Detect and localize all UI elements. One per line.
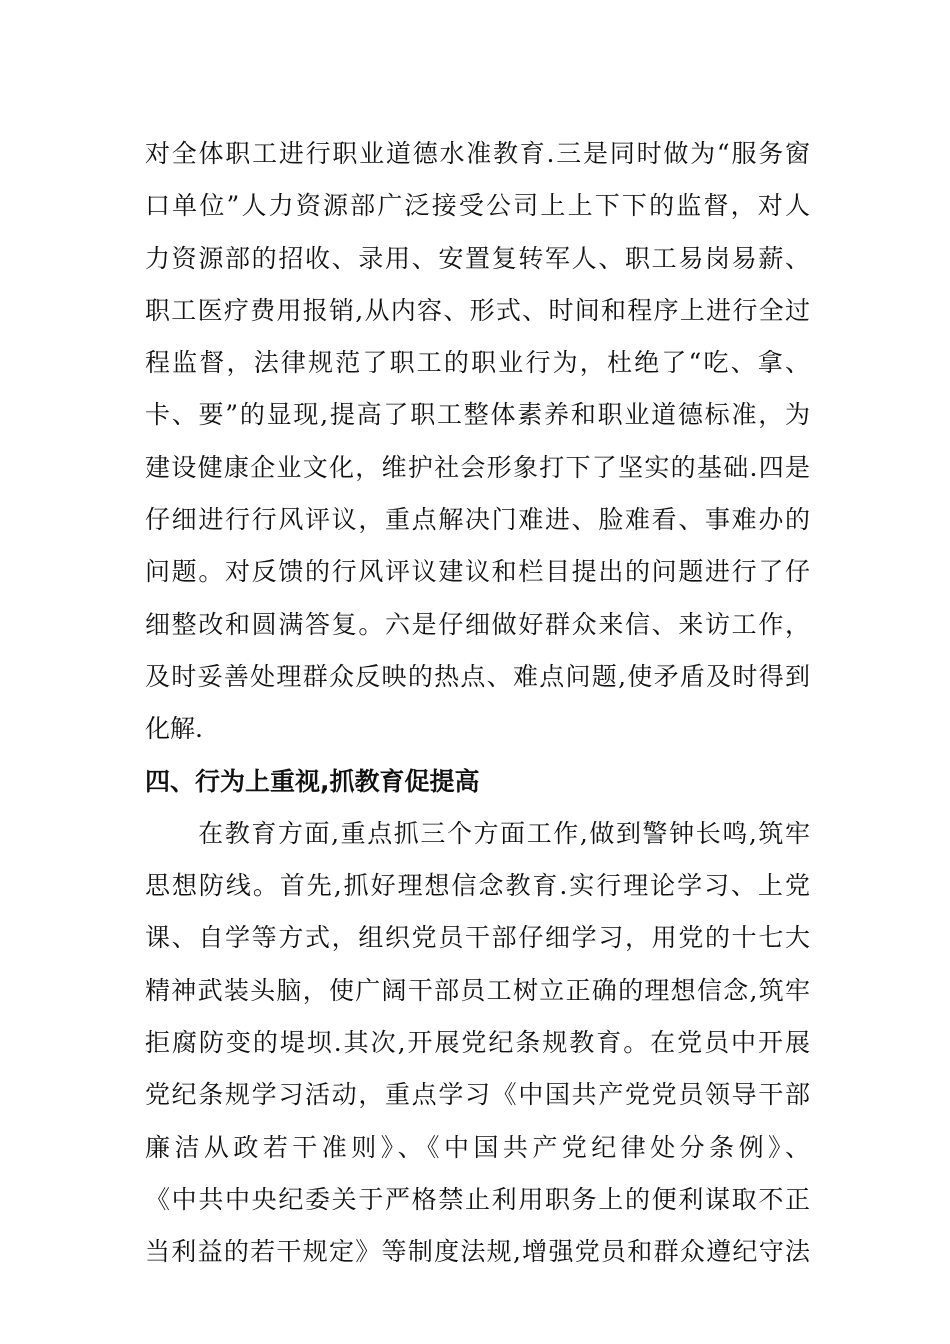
body-line: 卡、要”的显现,提高了职工整体素养和职业道德标准，为 xyxy=(145,400,810,430)
document-body xyxy=(145,128,810,1279)
body-line: 问题。对反馈的行风评议建议和栏目提出的问题进行了仔 xyxy=(145,557,810,587)
section-heading: 四、行为上重视,抓教育促提高 xyxy=(145,766,480,796)
body-line: 口单位”人力资源部广泛接受公司上上下下的监督，对人 xyxy=(145,191,810,221)
body-line: 思想防线。首先,抓好理想信念教育.实行理论学习、上党 xyxy=(145,871,810,901)
body-line: 力资源部的招收、录用、安置复转军人、职工易岗易薪、 xyxy=(145,243,810,273)
body-line: 及时妥善处理群众反映的热点、难点问题,使矛盾及时得到 xyxy=(145,661,810,691)
body-line: 拒腐防变的堤坝.其次,开展党纪条规教育。在党员中开展 xyxy=(145,1028,810,1058)
body-line: 廉洁从政若干准则》、《中国共产党纪律处分条例》、 xyxy=(145,1132,810,1162)
body-line: 对全体职工进行职业道德水准教育.三是同时做为“服务窗 xyxy=(145,139,810,168)
body-line: 程监督，法律规范了职工的职业行为，杜绝了“吃、拿、 xyxy=(145,348,810,378)
body-line: 化解. xyxy=(145,714,203,744)
body-line: 职工医疗费用报销,从内容、形式、时间和程序上进行全过 xyxy=(145,295,810,325)
body-line: 建设健康企业文化，维护社会形象打下了坚实的基础.四是 xyxy=(145,452,810,482)
body-line: 细整改和圆满答复。六是仔细做好群众来信、来访工作， xyxy=(145,609,810,639)
body-line: 党纪条规学习活动，重点学习《中国共产党党员领导干部 xyxy=(145,1080,810,1110)
body-line: 《中共中央纪委关于严格禁止利用职务上的便利谋取不正 xyxy=(145,1184,810,1214)
body-line: 仔细进行行风评议，重点解决门难进、脸难看、事难办的 xyxy=(145,505,810,535)
body-line: 精神武装头脑，使广阔干部员工树立正确的理想信念,筑牢 xyxy=(145,975,810,1005)
body-line: 在教育方面,重点抓三个方面工作,做到警钟长鸣,筑牢 xyxy=(145,818,810,848)
body-line: 当利益的若干规定》等制度法规,增强党员和群众遵纪守法 xyxy=(145,1237,810,1267)
body-line: 课、自学等方式，组织党员干部仔细学习，用党的十七大 xyxy=(145,923,810,953)
